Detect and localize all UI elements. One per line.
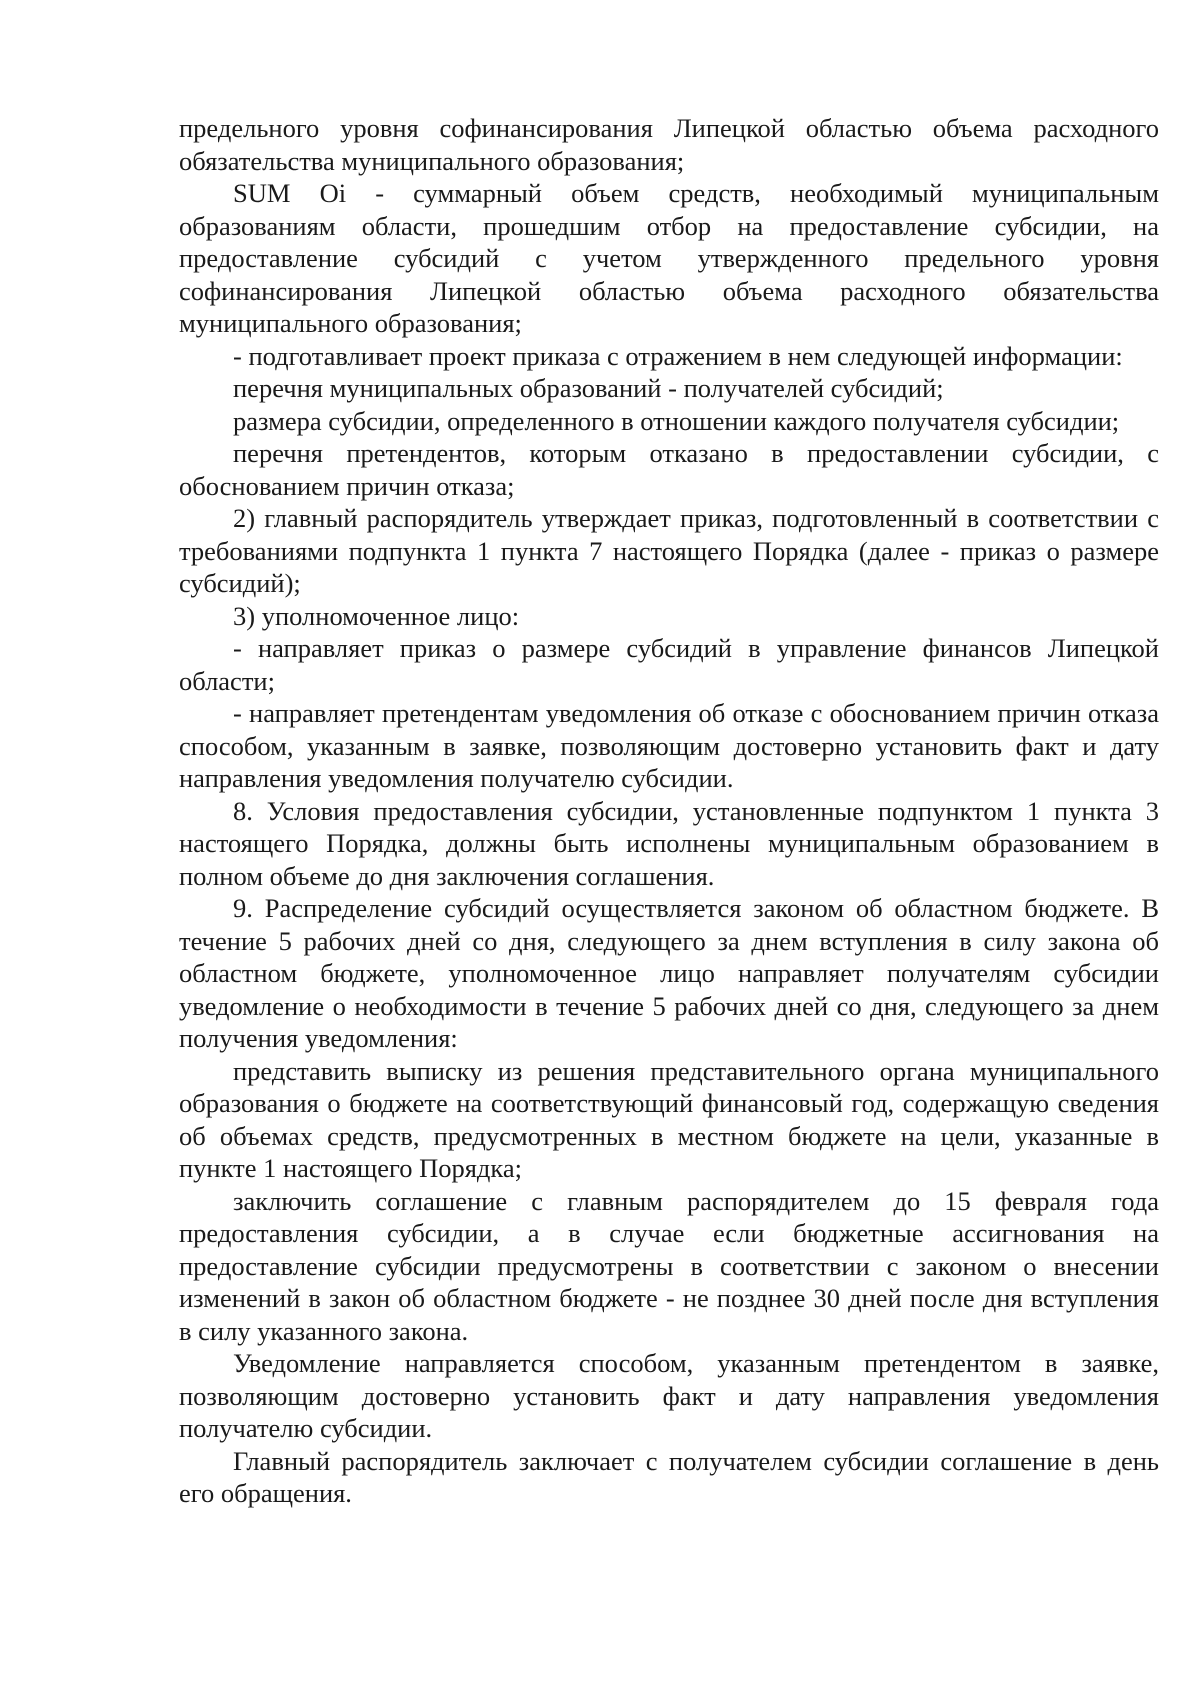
document-page [179,112,1159,1510]
paragraph-section-9: 9. Распределение субсидий осуществляется законом об областном бюджете. В течение 5 рабочих дней со дня, следующего за днем вступления в силу закона об областном бюджете, уполномоченное лицо направляет получателям субсидии уведомление о необходимости в течение 5 рабочих дней со дня, следующего за днем получения уведомления: [179,893,1159,1053]
paragraph-send-refusal: - направляет претендентам уведомления об отказе с обоснованием причин отказа способом, указанным в заявке, позволяющим достоверно установить факт и дату направления уведомления получателю субсидии. [179,698,1159,793]
paragraph-agreement-day: Главный распорядитель заключает с получателем субсидии соглашение в день его обращения. [179,1445,1159,1508]
paragraph-notification-method: Уведомление направляется способом, указанным претендентом в заявке, позволяющим достоверно установить факт и дату направления уведомления получателю субсидии. [179,1348,1159,1443]
paragraph-draft-order: - подготавливает проект приказа с отражением в нем следующей информации: [233,340,1123,371]
paragraph-send-order: - направляет приказ о размере субсидий в управление финансов Липецкой области; [179,633,1159,696]
paragraph-conclude-agreement: заключить соглашение с главным распорядителем до 15 февраля года предоставления субсидии, а в случае если бюджетные ассигнования на предоставление субсидии предусмотрены в соответствии с законом о внесении изменений в закон об областном бюджете - не позднее 30 дней после дня вступления в силу указанного закона. [179,1185,1159,1346]
paragraph-item-2: 2) главный распорядитель утверждает приказ, подготовленный в соответствии с требованиями подпункта 1 пункта 7 настоящего Порядка (далее - приказ о размере субсидий); [179,503,1159,598]
paragraph-subsidy-size: размера субсидии, определенного в отношении каждого получателя субсидии; [233,405,1120,436]
paragraph-submit-extract: представить выписку из решения представительного органа муниципального образования о бюджете на соответствующий финансовый год, содержащую сведения об объемах средств, предусмотренных в местном бюджете на цели, указанные в пункте 1 настоящего Порядка; [179,1055,1159,1183]
paragraph-sum-oi: SUM Oi - суммарный объем средств, необходимый муниципальным образованиям области, прошедшим отбор на предоставление субсидии, на предоставление субсидий с учетом утвержденного предельного уровня софинансирования Липецкой областью объема расходного обязательства муниципального образования; [179,178,1159,338]
paragraph-continuation: предельного уровня софинансирования Липецкой областью объема расходного обязательства муниципального образования; [179,113,1159,176]
paragraph-list-refused: перечня претендентов, которым отказано в предоставлении субсидии, с обоснованием причин отказа; [179,438,1159,501]
paragraph-list-municipalities: перечня муниципальных образований - получателей субсидий; [233,373,944,403]
paragraph-section-8: 8. Условия предоставления субсидии, установленные подпунктом 1 пункта 3 настоящего Порядка, должны быть исполнены муниципальным образованием в полном объеме до дня заключения соглашения. [179,795,1159,891]
paragraph-item-3: 3) уполномоченное лицо: [233,600,520,631]
